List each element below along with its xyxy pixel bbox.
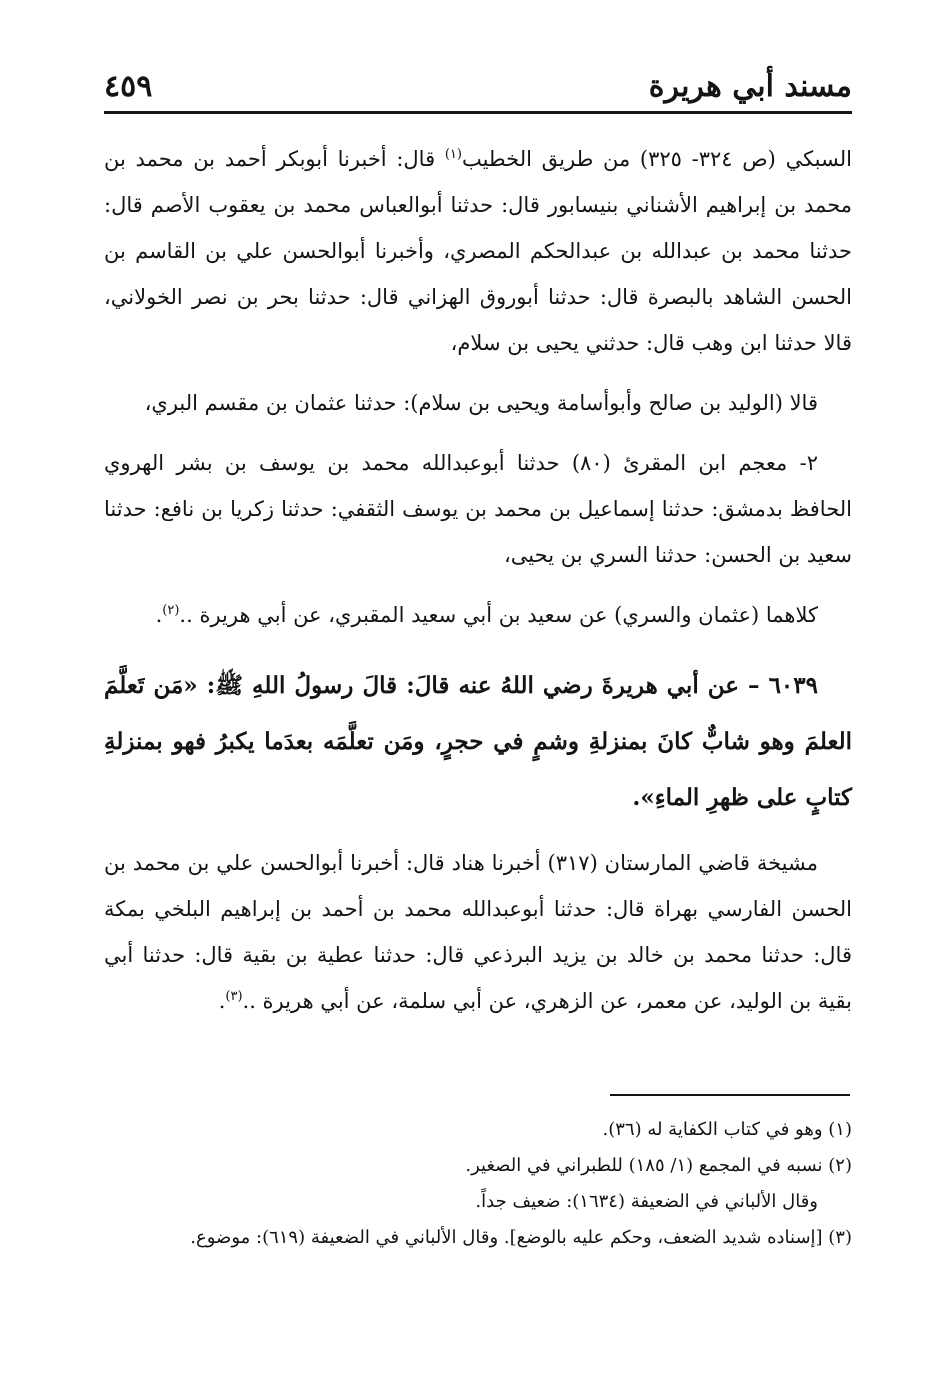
hadith-number: ٦٠٣٩ [768,672,818,699]
footnote-2-continuation: وقال الألباني في الضعيفة (١٦٣٤): ضعيف جداً. [475,1191,818,1212]
page-number: ٤٥٩ [104,69,153,104]
paragraph-4 [104,592,852,638]
page-header [104,64,852,114]
footnotes [104,1112,852,1256]
hadith-body: – عن أبي هريرةَ رضي اللهُ عنه قالَ: قالَ رسولُ اللهِ ﷺ: «مَن تَعلَّمَ العلمَ وهو شابٌّ كانَ بمنزلةِ وشمٍ في حجرٍ، ومَن تعلَّمَه بعدَما يكبرُ فهو بمنزلةِ كتابٍ على ظهرِ الماءِ». [104,672,852,811]
paragraph-1-text-b: قال: أخبرنا أبوبكر أحمد بن محمد بن محمد بن إبراهيم الأشناني بنيسابور قال: حدثنا أبوالعباس محمد بن يعقوب الأصم قال: حدثنا محمد بن عبدالله بن عبدالحكم المصري، وأخبرنا أبوالحسن علي بن القاسم بن الحسن الشاهد بالبصرة قال: حدثنا أبوروق الهزاني قال: حدثنا بحر بن نصر الخولاني، قالا حدثنا ابن وهب قال: حدثني يحيى بن سلام، [104,147,852,355]
paragraph-4-text: كلاهما (عثمان والسري) عن سعيد بن أبي سعيد المقبري، عن أبي هريرة .. [179,603,818,627]
paragraph-3: ٢- معجم ابن المقرئ (٨٠) حدثنا أبوعبدالله محمد بن يوسف بن بشر الهروي الحافظ بدمشق: حدثنا إسماعيل بن محمد بن يوسف الثقفي: حدثنا زكريا بن نافع: حدثنا سعيد بن الحسن: حدثنا السري بن يحيى، [104,451,852,567]
paragraph-5-text: مشيخة قاضي المارستان (٣١٧) أخبرنا هناد قال: أخبرنا أبوالحسن علي بن محمد بن الحسن الفارسي بهراة قال: حدثنا أبوعبدالله محمد بن أحمد بن إبراهيم البلخي بمكة قال: حدثنا محمد بن خالد بن يزيد البرذعي قال: حدثنا عطية بن بقية قال: حدثنا أبي بقية بن الوليد، عن معمر، عن الزهري، عن أبي سلمة، عن أبي هريرة .. [104,851,852,1013]
footnote-ref-2[interactable]: (٢) [162,603,180,618]
paragraph-5-end: . [218,989,226,1013]
main-text [104,136,852,1024]
header-rule [104,111,852,114]
footnote-separator [610,1094,850,1096]
running-title: مسند أبي هريرة [648,69,852,104]
footnote-3: (٣) [إسناده شديد الضعف، وحكم عليه بالوضع]. وقال الألباني في الضعيفة (٦١٩): موضوع. [190,1227,852,1248]
footnote-1: (١) وهو في كتاب الكفاية له (٣٦). [602,1119,852,1140]
footnote-ref-1[interactable]: (١) [444,147,462,162]
footnote-2: (٢) نسبه في المجمع (١/ ١٨٥) للطبراني في الصغير. [465,1155,852,1176]
paragraph-1-text-a: السبكي (ص ٣٢٤- ٣٢٥) من طريق الخطيب [461,147,852,171]
paragraph-2: قالا (الوليد بن صالح وأبوأسامة ويحيى بن سلام): حدثنا عثمان بن مقسم البري، [144,391,818,415]
paragraph-5 [104,840,852,1024]
paragraph-4-end: . [155,603,163,627]
hadith-text [104,658,852,826]
footnote-ref-3[interactable]: (٣) [225,989,243,1004]
paragraph-1 [104,136,852,366]
